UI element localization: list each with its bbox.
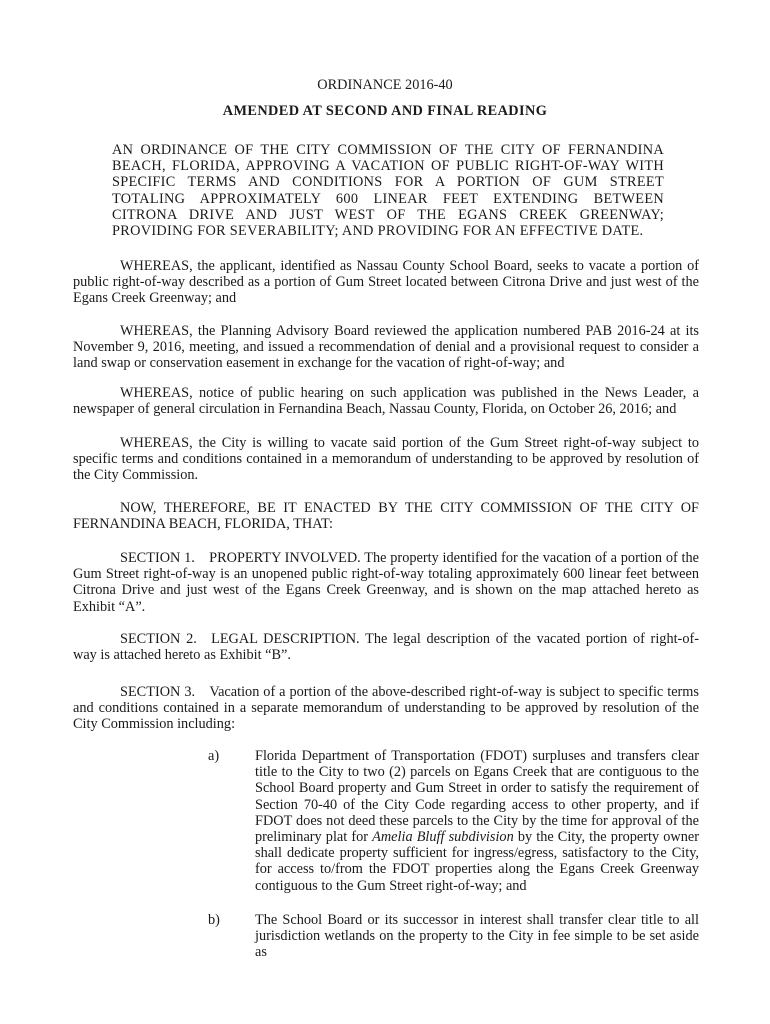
section-1: SECTION 1. PROPERTY INVOLVED. The property identified for the vacation of a portion of the Gum Street right-of-way is an unopened public right-of-way totaling approximately 600 linear feet between Citrona Drive and just west of the Egans Creek Greenway, and is shown on the map attached hereto as Exhibit “A”. [73,550,699,615]
ordinance-heading: AN ORDINANCE OF THE CITY COMMISSION OF THE CITY OF FERNANDINA BEACH, FLORIDA, APPROVING A VACATION OF PUBLIC RIGHT-OF-WAY WITH SPECIFIC TERMS AND CONDITIONS FOR A PORTION OF GUM STREET TOTALING APPROXIMATELY 600 LINEAR FEET EXTENDING BETWEEN CITRONA DRIVE AND JUST WEST OF THE EGANS CREEK GREENWAY; PROVIDING FOR SEVERABILITY; AND PROVIDING FOR AN EFFECTIVE DATE. [112,142,664,240]
list-item-label: b) [208,912,220,928]
ordinance-subtitle: AMENDED AT SECOND AND FINAL READING [222,103,548,119]
whereas-paragraph-2: WHEREAS, the Planning Advisory Board reviewed the application numbered PAB 2016-24 at its November 9, 2016, meeting, and issued a recommendation of denial and a provisional request to consider a land swap or conservation easement in exchange for the vacation of right-of-way; and [73,323,699,372]
whereas-paragraph-3: WHEREAS, notice of public hearing on such application was published in the News Leader, a newspaper of general circulation in Fernandina Beach, Nassau County, Florida, on October 26, 2016; and [73,385,699,418]
list-item-text: The School Board or its successor in interest shall transfer clear title to all jurisdiction wetlands on the property to the City in fee simple to be set aside as [255,912,699,961]
ordinance-title: ORDINANCE 2016-40 [317,77,453,93]
section-2: SECTION 2. LEGAL DESCRIPTION. The legal description of the vacated portion of right-of-way is attached hereto as Exhibit “B”. [73,631,699,664]
enactment-clause: NOW, THEREFORE, BE IT ENACTED BY THE CITY COMMISSION OF THE CITY OF FERNANDINA BEACH, FLORIDA, THAT: [73,500,699,533]
subdivision-name: Amelia Bluff subdivision [372,829,514,846]
list-item-label: a) [208,748,220,764]
section-3: SECTION 3. Vacation of a portion of the above-described right-of-way is subject to specific terms and conditions contained in a separate memorandum of understanding to be approved by resolution of the City Commission including: [73,684,699,733]
whereas-paragraph-4: WHEREAS, the City is willing to vacate said portion of the Gum Street right-of-way subject to specific terms and conditions contained in a memorandum of understanding to be approved by resolution of the City Commission. [73,435,699,484]
whereas-paragraph-1: WHEREAS, the applicant, identified as Nassau County School Board, seeks to vacate a portion of public right-of-way described as a portion of Gum Street located between Citrona Drive and just west of the Egans Creek Greenway; and [73,258,699,307]
list-item-text: Florida Department of Transportation (FDOT) surpluses and transfers clear title to the City to two (2) parcels on Egans Creek that are contiguous to the School Board property and Gum Street in order to satisfy the requirement of Section 70-40 of the City Code regarding access to other property, and if FDOT does not deed these parcels to the City by the time for approval of the preliminary plat for Amelia Bluff subdivision by the City, the property owner shall dedicate property sufficient for ingress/egress, satisfactory to the City, for access to/from the FDOT properties along the Egans Creek Greenway contiguous to the Gum Street right-of-way; and [255,748,699,894]
